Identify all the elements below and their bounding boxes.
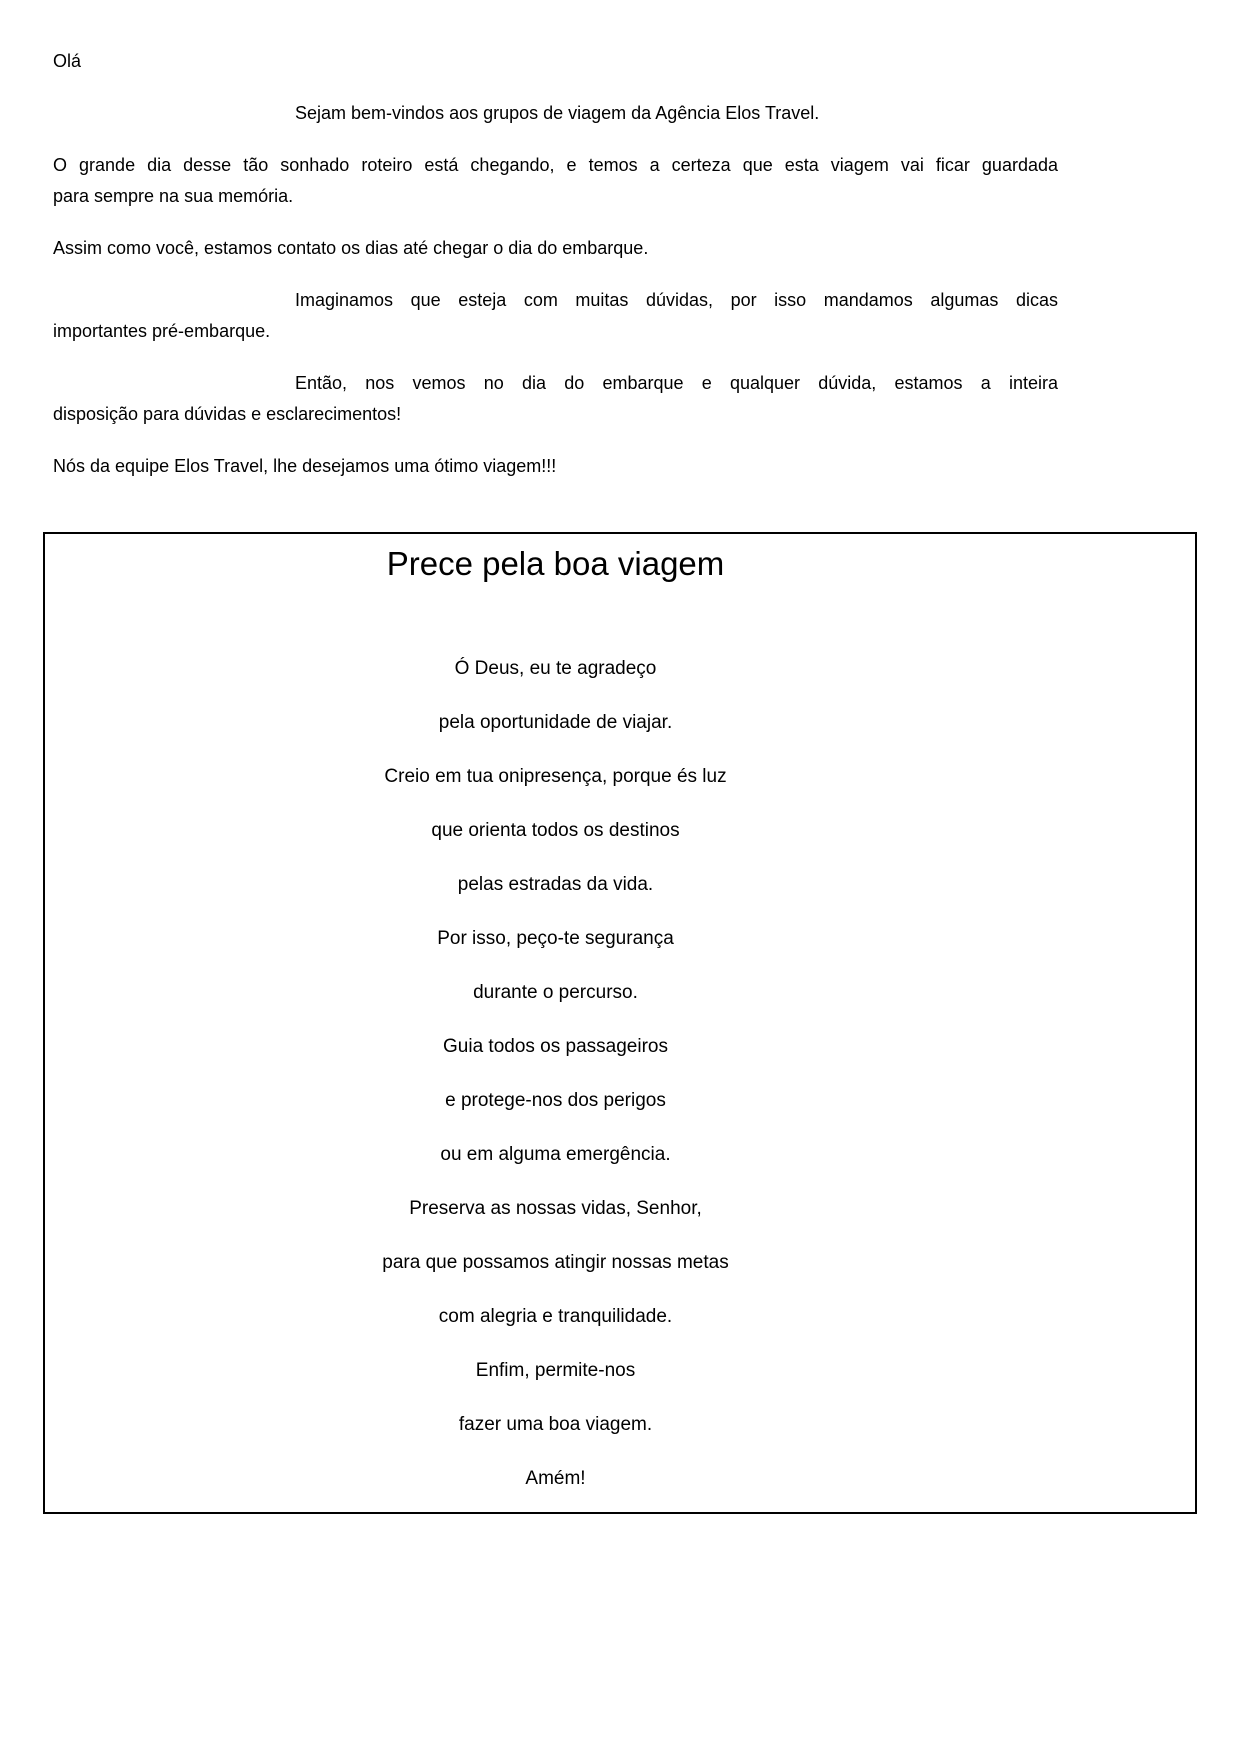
paragraph-5 [53,285,1058,347]
text-line: disposição para dúvidas e esclarecimentos! [53,404,402,424]
paragraph-2 [53,98,1058,129]
prayer-line: Creio em tua onipresença, porque és luz [384,766,727,787]
prayer-line: fazer uma boa viagem. [458,1414,653,1435]
prayer-box [43,532,1197,1514]
paragraph-7 [53,451,1058,482]
text-line: O grande dia desse tão sonhado roteiro está chegando, e temos a certeza que esta viagem vai ficar guardada [53,155,1058,175]
prayer-line: Amém! [525,1468,586,1489]
prayer-lines [55,642,1056,1506]
prayer-line: Por isso, peço-te segurança [437,928,674,949]
text-line: Imaginamos que esteja com muitas dúvidas, por isso mandamos algumas dicas [295,290,1058,310]
paragraph-6 [53,368,1058,430]
prayer-line: ou em alguma emergência. [440,1144,671,1165]
prayer-line: Enfim, permite-nos [475,1360,636,1381]
prayer-title: Prece pela boa viagem [386,545,725,582]
prayer-line: Guia todos os passageiros [443,1036,668,1057]
text-line: Olá [53,51,82,71]
prayer-line: pelas estradas da vida. [457,874,654,895]
prayer-line: para que possamos atingir nossas metas [382,1252,729,1273]
letter-body [0,0,1241,482]
text-line: Então, nos vemos no dia do embarque e qualquer dúvida, estamos a inteira [295,373,1058,393]
text-line: para sempre na sua memória. [53,186,294,206]
text-line: Nós da equipe Elos Travel, lhe desejamos uma ótimo viagem!!! [53,456,557,476]
prayer-line: durante o percurso. [473,982,638,1003]
prayer-line: e protege-nos dos perigos [445,1090,666,1111]
text-line: Sejam bem-vindos aos grupos de viagem da Agência Elos Travel. [295,103,820,123]
prayer-line: Ó Deus, eu te agradeço [454,658,657,679]
text-line: importantes pré-embarque. [53,321,271,341]
text-line: Assim como você, estamos contato os dias até chegar o dia do embarque. [53,238,649,258]
prayer-line: Preserva as nossas vidas, Senhor, [409,1198,702,1219]
prayer-line: que orienta todos os destinos [431,820,680,841]
paragraph-4 [53,233,1058,264]
paragraph-3 [53,150,1058,212]
prayer-line: pela oportunidade de viajar. [438,712,673,733]
prayer-line: com alegria e tranquilidade. [438,1306,673,1327]
paragraph-1 [53,46,1058,77]
